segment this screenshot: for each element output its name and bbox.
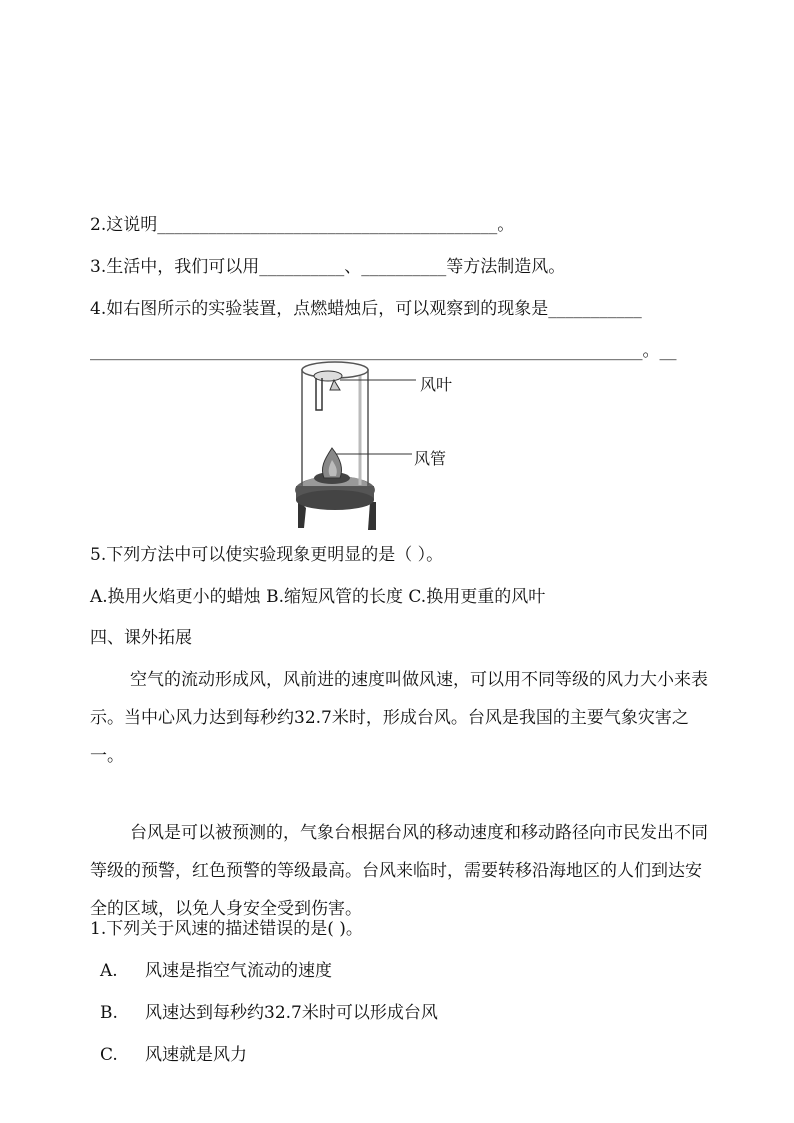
label-wind-blade: 风叶: [420, 375, 453, 394]
question-5: 5.下列方法中可以使实验现象更明显的是（ ）。: [90, 545, 444, 565]
paragraph-2: 台风是可以被预测的，气象台根据台风的移动速度和移动路径向市民发出不同等级的预警，红色预警的等级最高。台风来临时，需要转移沿海地区的人们到达安全的区域，以免人身安全受到伤害。: [90, 823, 708, 919]
wind-blade: [314, 371, 342, 381]
option-b: [100, 1002, 438, 1024]
option-letter: B.: [100, 1003, 118, 1023]
option-c: [100, 1044, 247, 1066]
section-heading: 四、课外拓展: [90, 628, 192, 648]
option-letter: C.: [100, 1045, 118, 1065]
experiment-figure: [290, 360, 470, 535]
option-text: 风速是指空气流动的速度: [145, 961, 332, 981]
stand-leg-right: [368, 502, 376, 530]
option-letter: A.: [100, 961, 118, 981]
paragraph-1: 空气的流动形成风，风前进的速度叫做风速，可以用不同等级的风力大小来表示。当中心风力达到每秒约32.7米时，形成台风。台风是我国的主要气象灾害之一。: [90, 670, 708, 766]
question-4-line1: 4.如右图所示的实验装置，点燃蜡烛后，可以观察到的现象是___________: [90, 299, 642, 319]
label-wind-tube: 风管: [414, 449, 447, 468]
option-text: 风速达到每秒约32.7米时可以形成台风: [145, 1003, 438, 1023]
question-3: 3.生活中，我们可以用__________、__________等方法制造风。: [90, 257, 566, 277]
question-1: 1.下列关于风速的描述错误的是( )。: [90, 919, 363, 939]
question-2: 2.这说明________________________________________。: [90, 215, 515, 235]
option-a: [100, 960, 332, 982]
question-5-options: A.换用火焰更小的蜡烛 B.缩短风管的长度 C.换用更重的风叶: [90, 587, 546, 607]
option-text: 风速就是风力: [145, 1045, 247, 1065]
question-4-line2: _________________________________________________________________。__: [90, 341, 677, 361]
